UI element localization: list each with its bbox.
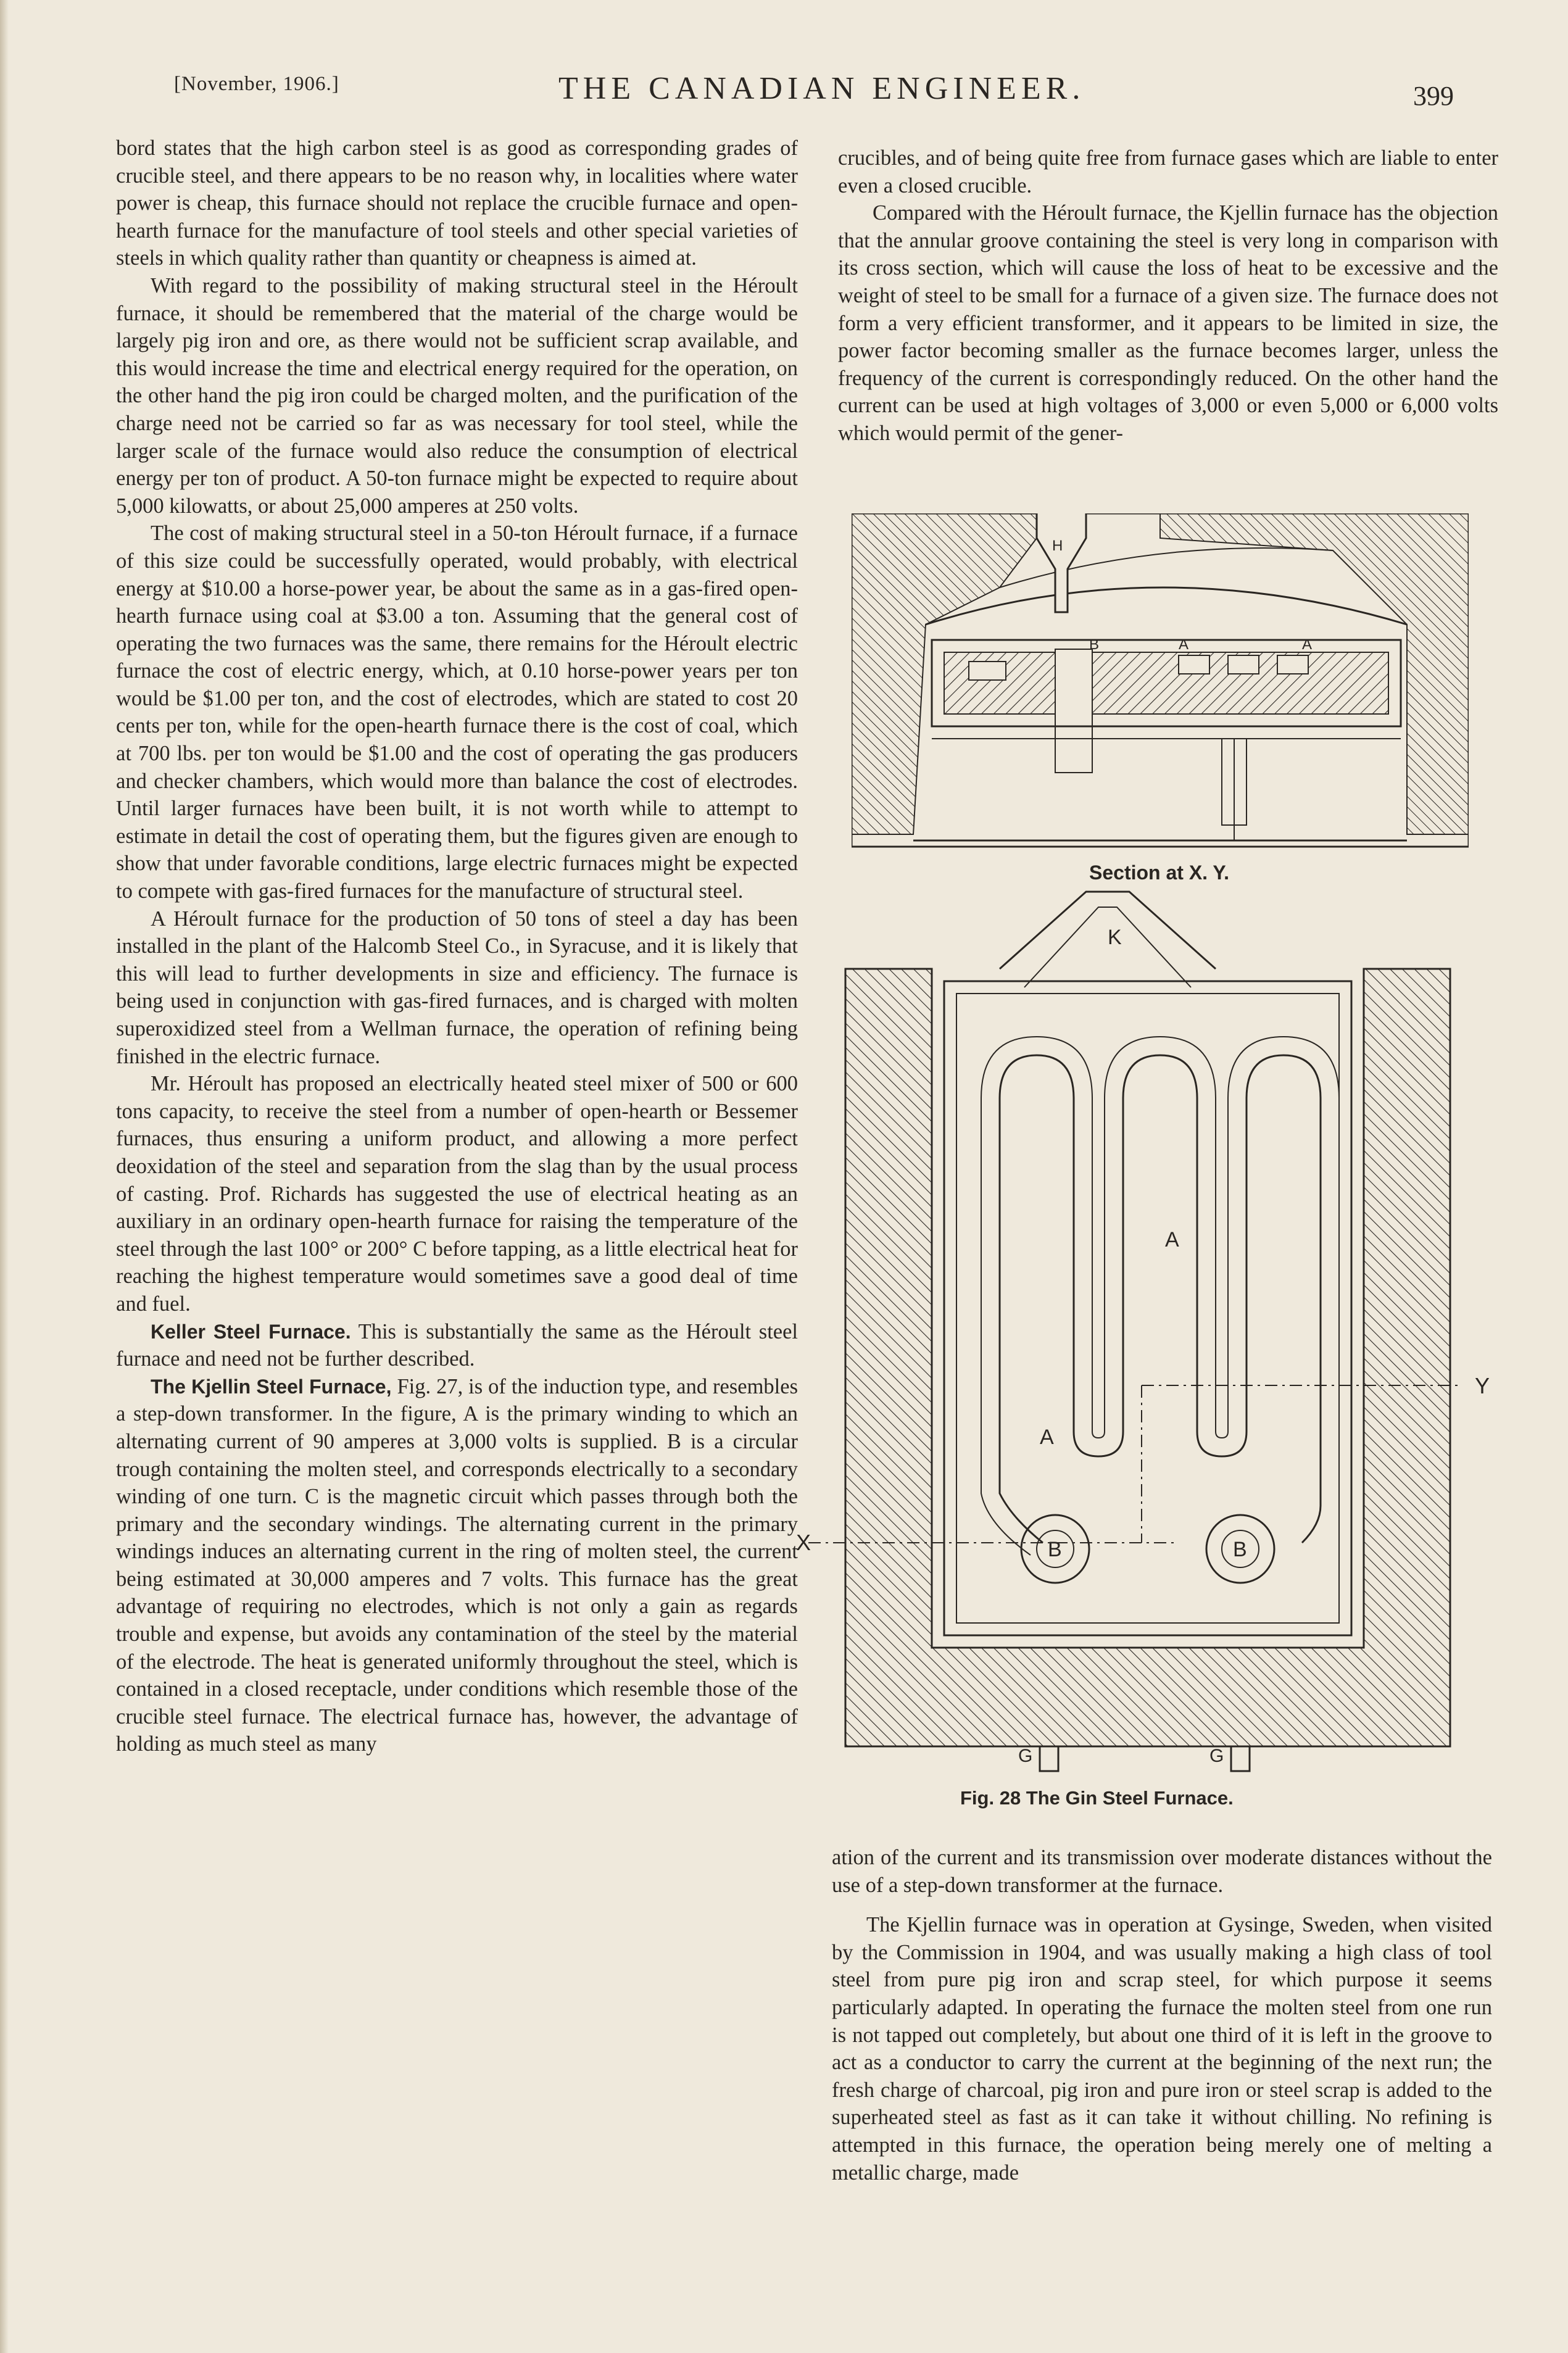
label-a: A (1302, 636, 1313, 653)
label-b: B (1048, 1538, 1062, 1561)
right-column-bottom (832, 1844, 1492, 2186)
section-heading: Keller Steel Furnace. (151, 1320, 351, 1343)
label-a: A (1179, 636, 1189, 653)
label-y: Y (1475, 1373, 1490, 1398)
section-caption: Section at X. Y. (1089, 861, 1230, 884)
label-g: G (1209, 1746, 1224, 1766)
paragraph-text: This is substantially the same as the Héroult steel furnace and need not be further described. (116, 1319, 798, 1371)
paragraph: ation of the current and its transmission over moderate distances without the use of a step-down transformer at the furnace. (832, 1846, 1492, 1897)
header-date: [November, 1906.] (174, 73, 339, 95)
furnace-plan-drawing (796, 889, 1512, 1777)
paragraph: The Kjellin furnace was in operation at Gysinge, Sweden, when visited by the Commission in 1904, and was usually making a high class of tool steel from pure pig iron and scrap steel, for which purpose it seems particularly adapted. In operating the furnace the molten steel from one run is not tapped out completely, but about one third of it is left in the groove to act as a conductor to carry the current at the beginning of the next run; the fresh charge of charcoal, pig iron and pure iron or steel scrap is added to the superheated steel as fast as it can take it without chilling. No refining is attempted in this furnace, the operation being merely one of melting a metallic charge, made (832, 1913, 1492, 2185)
page-edge-shadow (0, 0, 9, 2353)
paragraph-keller (116, 1318, 798, 1373)
label-g: G (1018, 1746, 1033, 1766)
section-heading: The Kjellin Steel Furnace, (151, 1375, 392, 1398)
paragraph: crucibles, and of being quite free from furnace gases which are liable to enter even a closed crucible. (838, 146, 1498, 197)
header-page-number: 399 (1413, 81, 1454, 111)
figure-caption: Fig. 28 The Gin Steel Furnace. (960, 1787, 1234, 1809)
label-b: B (1233, 1538, 1247, 1561)
furnace-section-drawing (852, 513, 1469, 853)
label-a: A (1165, 1228, 1179, 1251)
paragraph-text: Fig. 27, is of the induction type, and resembles a step-down transformer. In the figure, A is the primary winding to which an alternating current of 90 amperes at 3,000 volts is supplied. B is a circular trough containing the molten steel, and corresponds electrically to a secondary winding of one turn. C is the magnetic circuit which passes through both the primary and the secondary windings. The alternating current in the primary windings induces an alternating current in the ring of molten steel, the current being estimated at 30,000 amperes and 7 volts. This furnace has the great advantage of requiring no electrodes, which is not only a gain as regards trouble and expense, but avoids any contamination of the steel by the material of the electrode. The heat is generated uniformly throughout the steel, which is contained in a closed receptacle, under conditions which resemble those of the crucible steel furnace. The electrical furnace has, however, the advantage of holding as much steel as many (116, 1374, 799, 1756)
paragraph: With regard to the possibility of making structural steel in the Héroult furnace, it should be remembered that the material of the charge would be largely pig iron and ore, as there would not be sufficient scrap available, and this would increase the time and electrical energy required for the operation, on the other hand the pig iron could be charged molten, and the purification of the charge need not be carried so far as was necessary for tool steel, while the larger scale of the furnace would also reduce the consumption of electrical energy per ton of product. A 50-ton furnace might be expected to require about 5,000 kilowatts, or about 25,000 amperes at 250 volts. (116, 273, 798, 518)
paragraph: The cost of making structural steel in a 50-ton Héroult furnace, if a furnace of this size could be successfully operated, would probably, with electrical energy at $10.00 a horse-power year, be about the same as in a gas-fired open-hearth furnace using coal at $3.00 a ton. Assuming that the general cost of operating the two furnaces was the same, there remains for the Héroult electric furnace the cost of electric energy, which, at 0.10 horse-power years per ton would be $1.00 per ton, and the cost of electrodes, which are stated to cost 20 cents per ton, while for the open-hearth furnace there is the cost of coal, which at 700 lbs. per ton would be $1.00 and the cost of operating the gas producers and checker chambers, which would more than balance the cost of electrodes. Until larger furnaces have been built, it is not worth while to attempt to estimate in detail the cost of operating them, but the figures given are enough to show that under favorable conditions, large electric furnaces might be expected to compete with gas-fired furnaces for the manufacture of structural steel. (116, 521, 798, 903)
label-k: K (1108, 926, 1122, 949)
paragraph: Mr. Héroult has proposed an electrically heated steel mixer of 500 or 600 tons capacity, to receive the steel from a number of open-hearth or Bessemer furnaces, thus ensuring a uniform product, and allowing a more perfect deoxidation of the steel and separation from the slag than by the usual process of casting. Prof. Richards has suggested the use of electrical heating as an auxiliary in an ordinary open-hearth furnace for raising the temperature of the steel through the last 100° or 200° C before tapping, as a little electrical heat for reaching the highest temperature would sometimes save a good deal of time and fuel. (116, 1072, 798, 1316)
label-a: A (1040, 1425, 1054, 1449)
paragraph: Compared with the Héroult furnace, the Kjellin furnace has the objection that the annular groove containing the steel is very long in comparison with its cross section, which will cause the loss of heat to be excessive and the weight of steel to be small for a furnace of a given size. The furnace does not form a very efficient transformer, and it appears to be limited in size, the power factor becoming smaller as the furnace becomes larger, unless the frequency of the current is correspondingly reduced. On the other hand the current can be used at high voltages of 3,000 or even 5,000 or 6,000 volts which would permit of the gener- (838, 201, 1498, 445)
paragraph-kjellin (116, 1373, 798, 1758)
label-h: H (1052, 537, 1063, 554)
paragraph: A Héroult furnace for the production of 50 tons of steel a day has been installed in the plant of the Halcomb Steel Co., in Syracuse, and it is likely that this will lead to further developments in size and efficiency. The furnace is being used in conjunction with gas-fired furnaces, and is charged with molten superoxidized steel from a Wellman furnace, the operation of refining being finished in the electric furnace. (116, 907, 798, 1068)
header-journal-title: THE CANADIAN ENGINEER. (558, 71, 1085, 106)
left-column (116, 135, 798, 1758)
label-x: X (796, 1530, 811, 1555)
right-column-top (838, 144, 1498, 447)
label-b: B (1089, 636, 1100, 653)
paragraph: bord states that the high carbon steel is as good as corresponding grades of crucible steel, and there appears to be no reason why, in localities where water power is cheap, this furnace should not replace the crucible furnace and open-hearth furnace for the manufacture of tool steels and other special varieties of steels in which quality rather than quantity or cheapness is aimed at. (116, 136, 798, 270)
